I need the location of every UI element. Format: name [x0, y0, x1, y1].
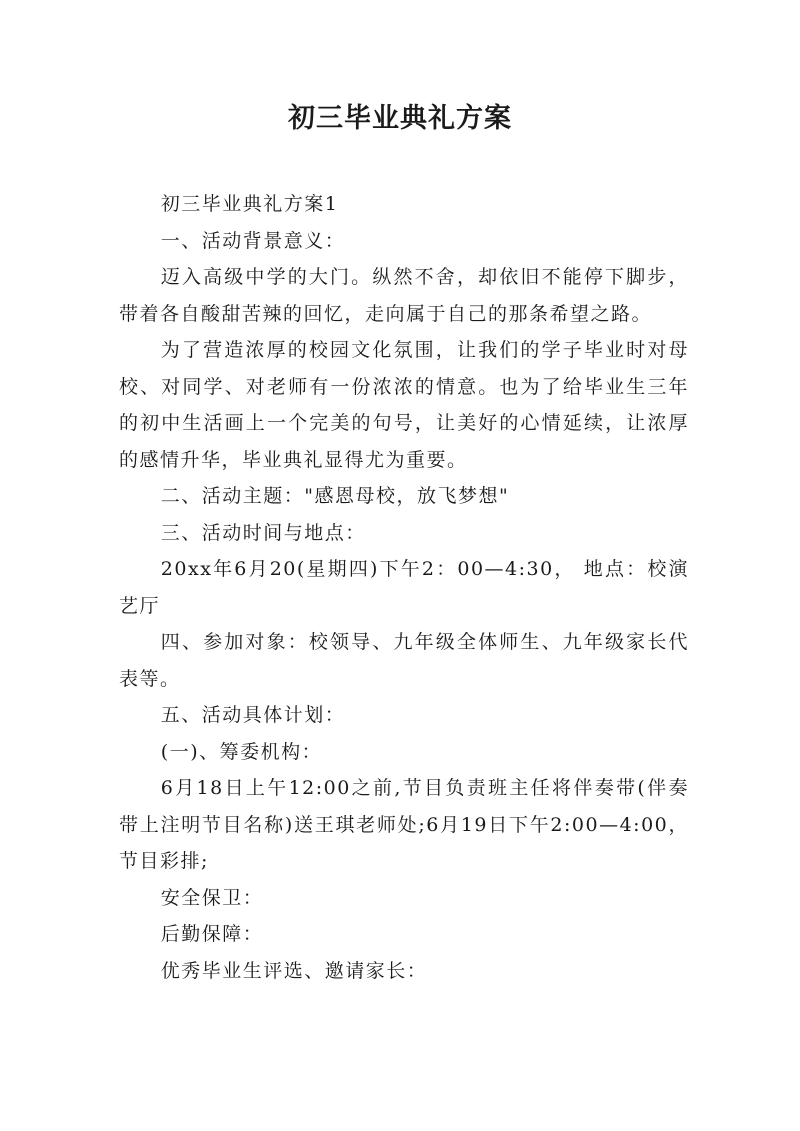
paragraph-logistics: 后勤保障： — [160, 923, 264, 945]
paragraph-theme: 二、活动主题："感恩母校，放飞梦想" — [160, 485, 510, 507]
paragraph-selection: 优秀毕业生评选、邀请家长： — [160, 959, 428, 982]
document-title: 初三毕业典礼方案 — [288, 103, 512, 134]
paragraph-plan-heading: 五、活动具体计划： — [160, 704, 346, 726]
paragraph-security: 安全保卫： — [160, 886, 264, 909]
paragraph-background-purpose: 为了营造浓厚的校园文化氛围，让我们的学子毕业时对母校、对同学、对老师有一份浓浓的情意。也为了给毕业生三年的初中生活画上一个完美的句号，让美好的心情延续，让浓厚的感情升华，毕业典礼显得尤为重要。 — [119, 339, 689, 471]
paragraph-time-place: 20xx年6月20(星期四)下午2：00—4:30， 地点：校演艺厅 — [119, 558, 689, 617]
paragraph-participants: 四、参加对象：校领导、九年级全体师生、九年级家长代表等。 — [119, 631, 689, 690]
paragraph-background-intro: 迈入高级中学的大门。纵然不舍，却依旧不能停下脚步，带着各自酸甜苦辣的回忆，走向属于自己的那条希望之路。 — [119, 266, 689, 325]
paragraph-committee-heading: (一)、筹委机构： — [160, 740, 323, 763]
paragraph-rehearsal: 6月18日上午12:00之前,节目负责班主任将伴奏带(伴奏带上注明节目名称)送王琪老师处;6月19日下午2:00—4:00，节目彩排; — [119, 777, 689, 872]
paragraph-section-heading: 初三毕业典礼方案1 — [160, 193, 339, 215]
paragraph-time-place-heading: 三、活动时间与地点： — [160, 521, 366, 544]
document-body — [119, 186, 689, 989]
paragraph-background-heading: 一、活动背景意义： — [160, 229, 346, 252]
